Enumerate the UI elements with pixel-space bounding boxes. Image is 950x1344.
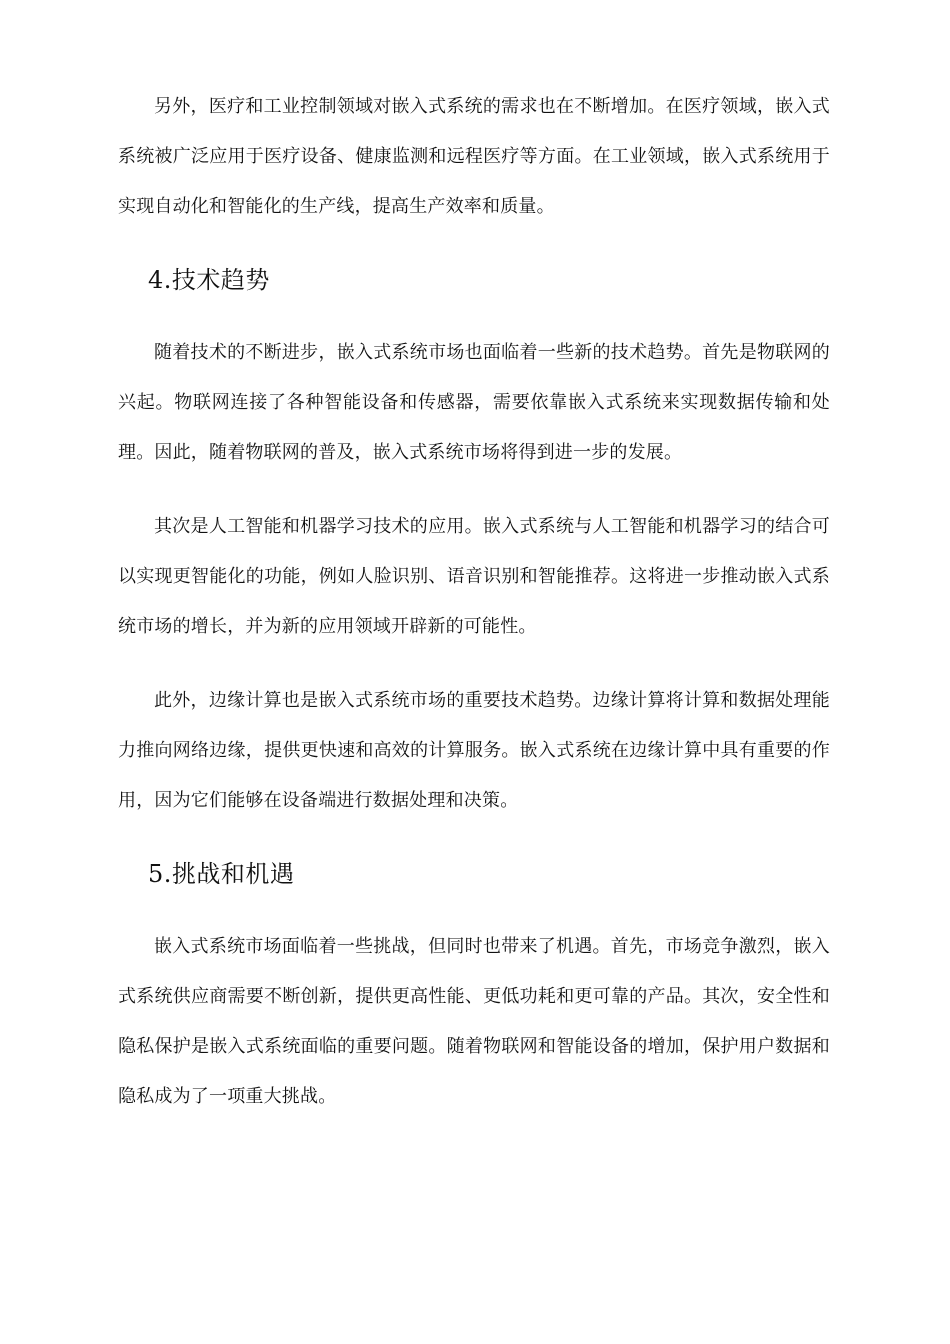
section-heading-tech-trends: 4.技术趋势 — [148, 266, 270, 294]
paragraph-medical-industrial: 另外，医疗和工业控制领域对嵌入式系统的需求也在不断增加。在医疗领域，嵌入式系统被广泛应用于医疗设备、健康监测和远程医疗等方面。在工业领域，嵌入式系统用于实现自动化和智能化的生产线，提高生产效率和质量。 — [118, 96, 830, 217]
spacer — [118, 826, 830, 854]
paragraph-edge-computing: 此外，边缘计算也是嵌入式系统市场的重要技术趋势。边缘计算将计算和数据处理能力推向网络边缘，提供更快速和高效的计算服务。嵌入式系统在边缘计算中具有重要的作用，因为它们能够在设备端进行数据处理和决策。 — [118, 690, 830, 811]
spacer — [118, 300, 830, 328]
paragraph-iot: 随着技术的不断进步，嵌入式系统市场也面临着一些新的技术趋势。首先是物联网的兴起。物联网连接了各种智能设备和传感器，需要依靠嵌入式系统来实现数据传输和处理。因此，随着物联网的普及，嵌入式系统市场将得到进一步的发展。 — [118, 342, 830, 463]
paragraph-challenges-opportunities: 嵌入式系统市场面临着一些挑战，但同时也带来了机遇。首先，市场竞争激烈，嵌入式系统供应商需要不断创新，提供更高性能、更低功耗和更可靠的产品。其次，安全性和隐私保护是嵌入式系统面临的重要问题。随着物联网和智能设备的增加，保护用户数据和隐私成为了一项重大挑战。 — [118, 936, 830, 1107]
document-body — [118, 82, 830, 1122]
spacer — [118, 652, 830, 676]
spacer — [118, 478, 830, 502]
spacer — [118, 894, 830, 922]
section-heading-challenges: 5.挑战和机遇 — [148, 860, 295, 888]
paragraph-ai-ml: 其次是人工智能和机器学习技术的应用。嵌入式系统与人工智能和机器学习的结合可以实现更智能化的功能，例如人脸识别、语音识别和智能推荐。这将进一步推动嵌入式系统市场的增长，并为新的应用领域开辟新的可能性。 — [118, 516, 830, 637]
spacer — [118, 232, 830, 260]
